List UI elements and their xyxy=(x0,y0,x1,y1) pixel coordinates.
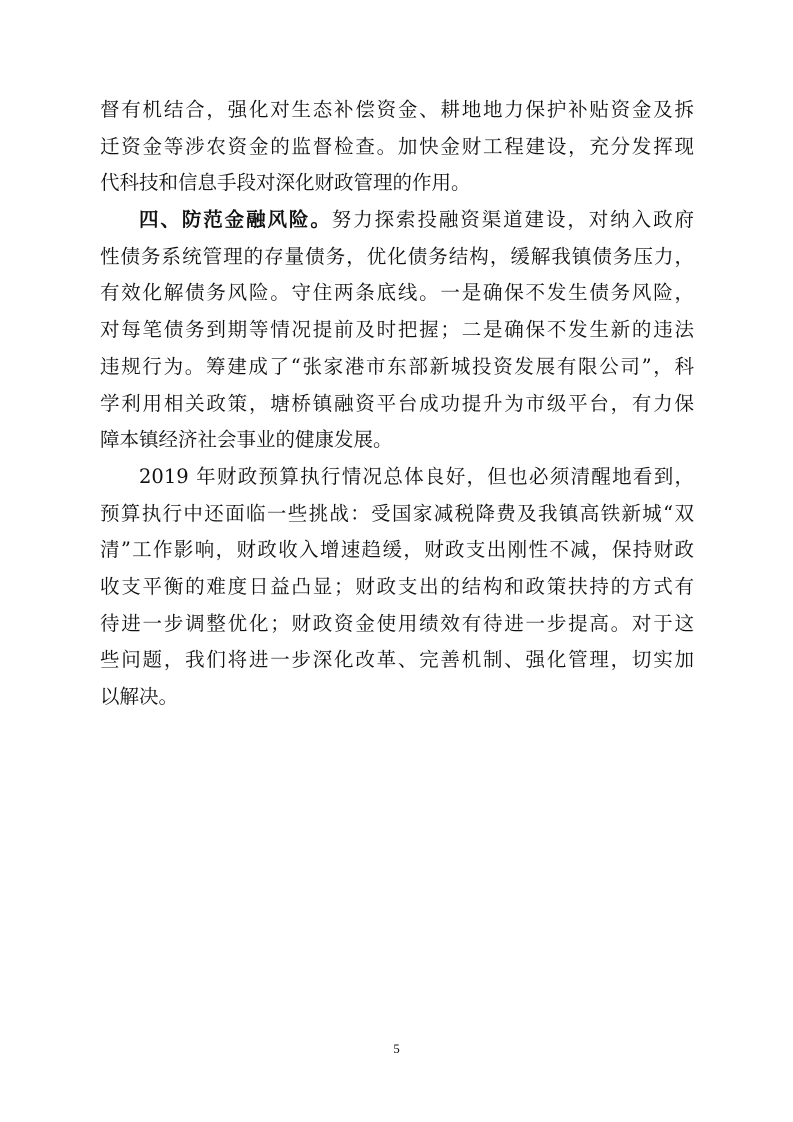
paragraph-summary xyxy=(100,459,694,716)
text-line: 2019 年财政预算执行情况总体良好，但也必须清醒地看到， xyxy=(139,464,694,488)
text-line: 违规行为。筹建成了“张家港市东部新城投资发展有限公司”，科 xyxy=(100,354,694,378)
text-line: 有效化解债务风险。守住两条底线。一是确保不发生债务风险， xyxy=(100,281,694,305)
section-heading: 四、防范金融风险。 xyxy=(139,208,332,232)
text-span: 努力探索投融资渠道建设，对纳入政府 xyxy=(331,208,694,232)
paragraph-supervision xyxy=(100,92,694,202)
text-line: 代科技和信息手段对深化财政管理的作用。 xyxy=(100,171,471,195)
text-line: 对每笔债务到期等情况提前及时把握；二是确保不发生新的违法 xyxy=(100,318,694,342)
text-line: 清”工作影响，财政收入增速趋缓，财政支出刚性不减，保持财政 xyxy=(100,538,694,562)
text-line: 待进一步调整优化；财政资金使用绩效有待进一步提高。对于这 xyxy=(100,611,694,635)
text-line: 迁资金等涉农资金的监督检查。加快金财工程建设，充分发挥现 xyxy=(100,134,694,158)
text-line: 预算执行中还面临一些挑战：受国家减税降费及我镇高铁新城“双 xyxy=(100,501,694,525)
text-line: 学利用相关政策，塘桥镇融资平台成功提升为市级平台，有力保 xyxy=(100,391,694,415)
text-line: 障本镇经济社会事业的健康发展。 xyxy=(100,428,393,452)
text-line: 以解决。 xyxy=(100,685,179,708)
paragraph-financial-risk xyxy=(100,202,694,459)
text-line: 督有机结合，强化对生态补偿资金、耕地地力保护补贴资金及拆 xyxy=(100,98,694,121)
body-text xyxy=(100,92,694,716)
page-number: 5 xyxy=(393,1041,400,1056)
text-line: 些问题，我们将进一步深化改革、完善机制、强化管理，切实加 xyxy=(100,648,694,672)
text-line: 收支平衡的难度日益凸显；财政支出的结构和政策扶持的方式有 xyxy=(100,574,694,598)
text-line xyxy=(100,202,694,239)
text-line: 性债务系统管理的存量债务，优化债务结构，缓解我镇债务压力， xyxy=(100,244,694,268)
